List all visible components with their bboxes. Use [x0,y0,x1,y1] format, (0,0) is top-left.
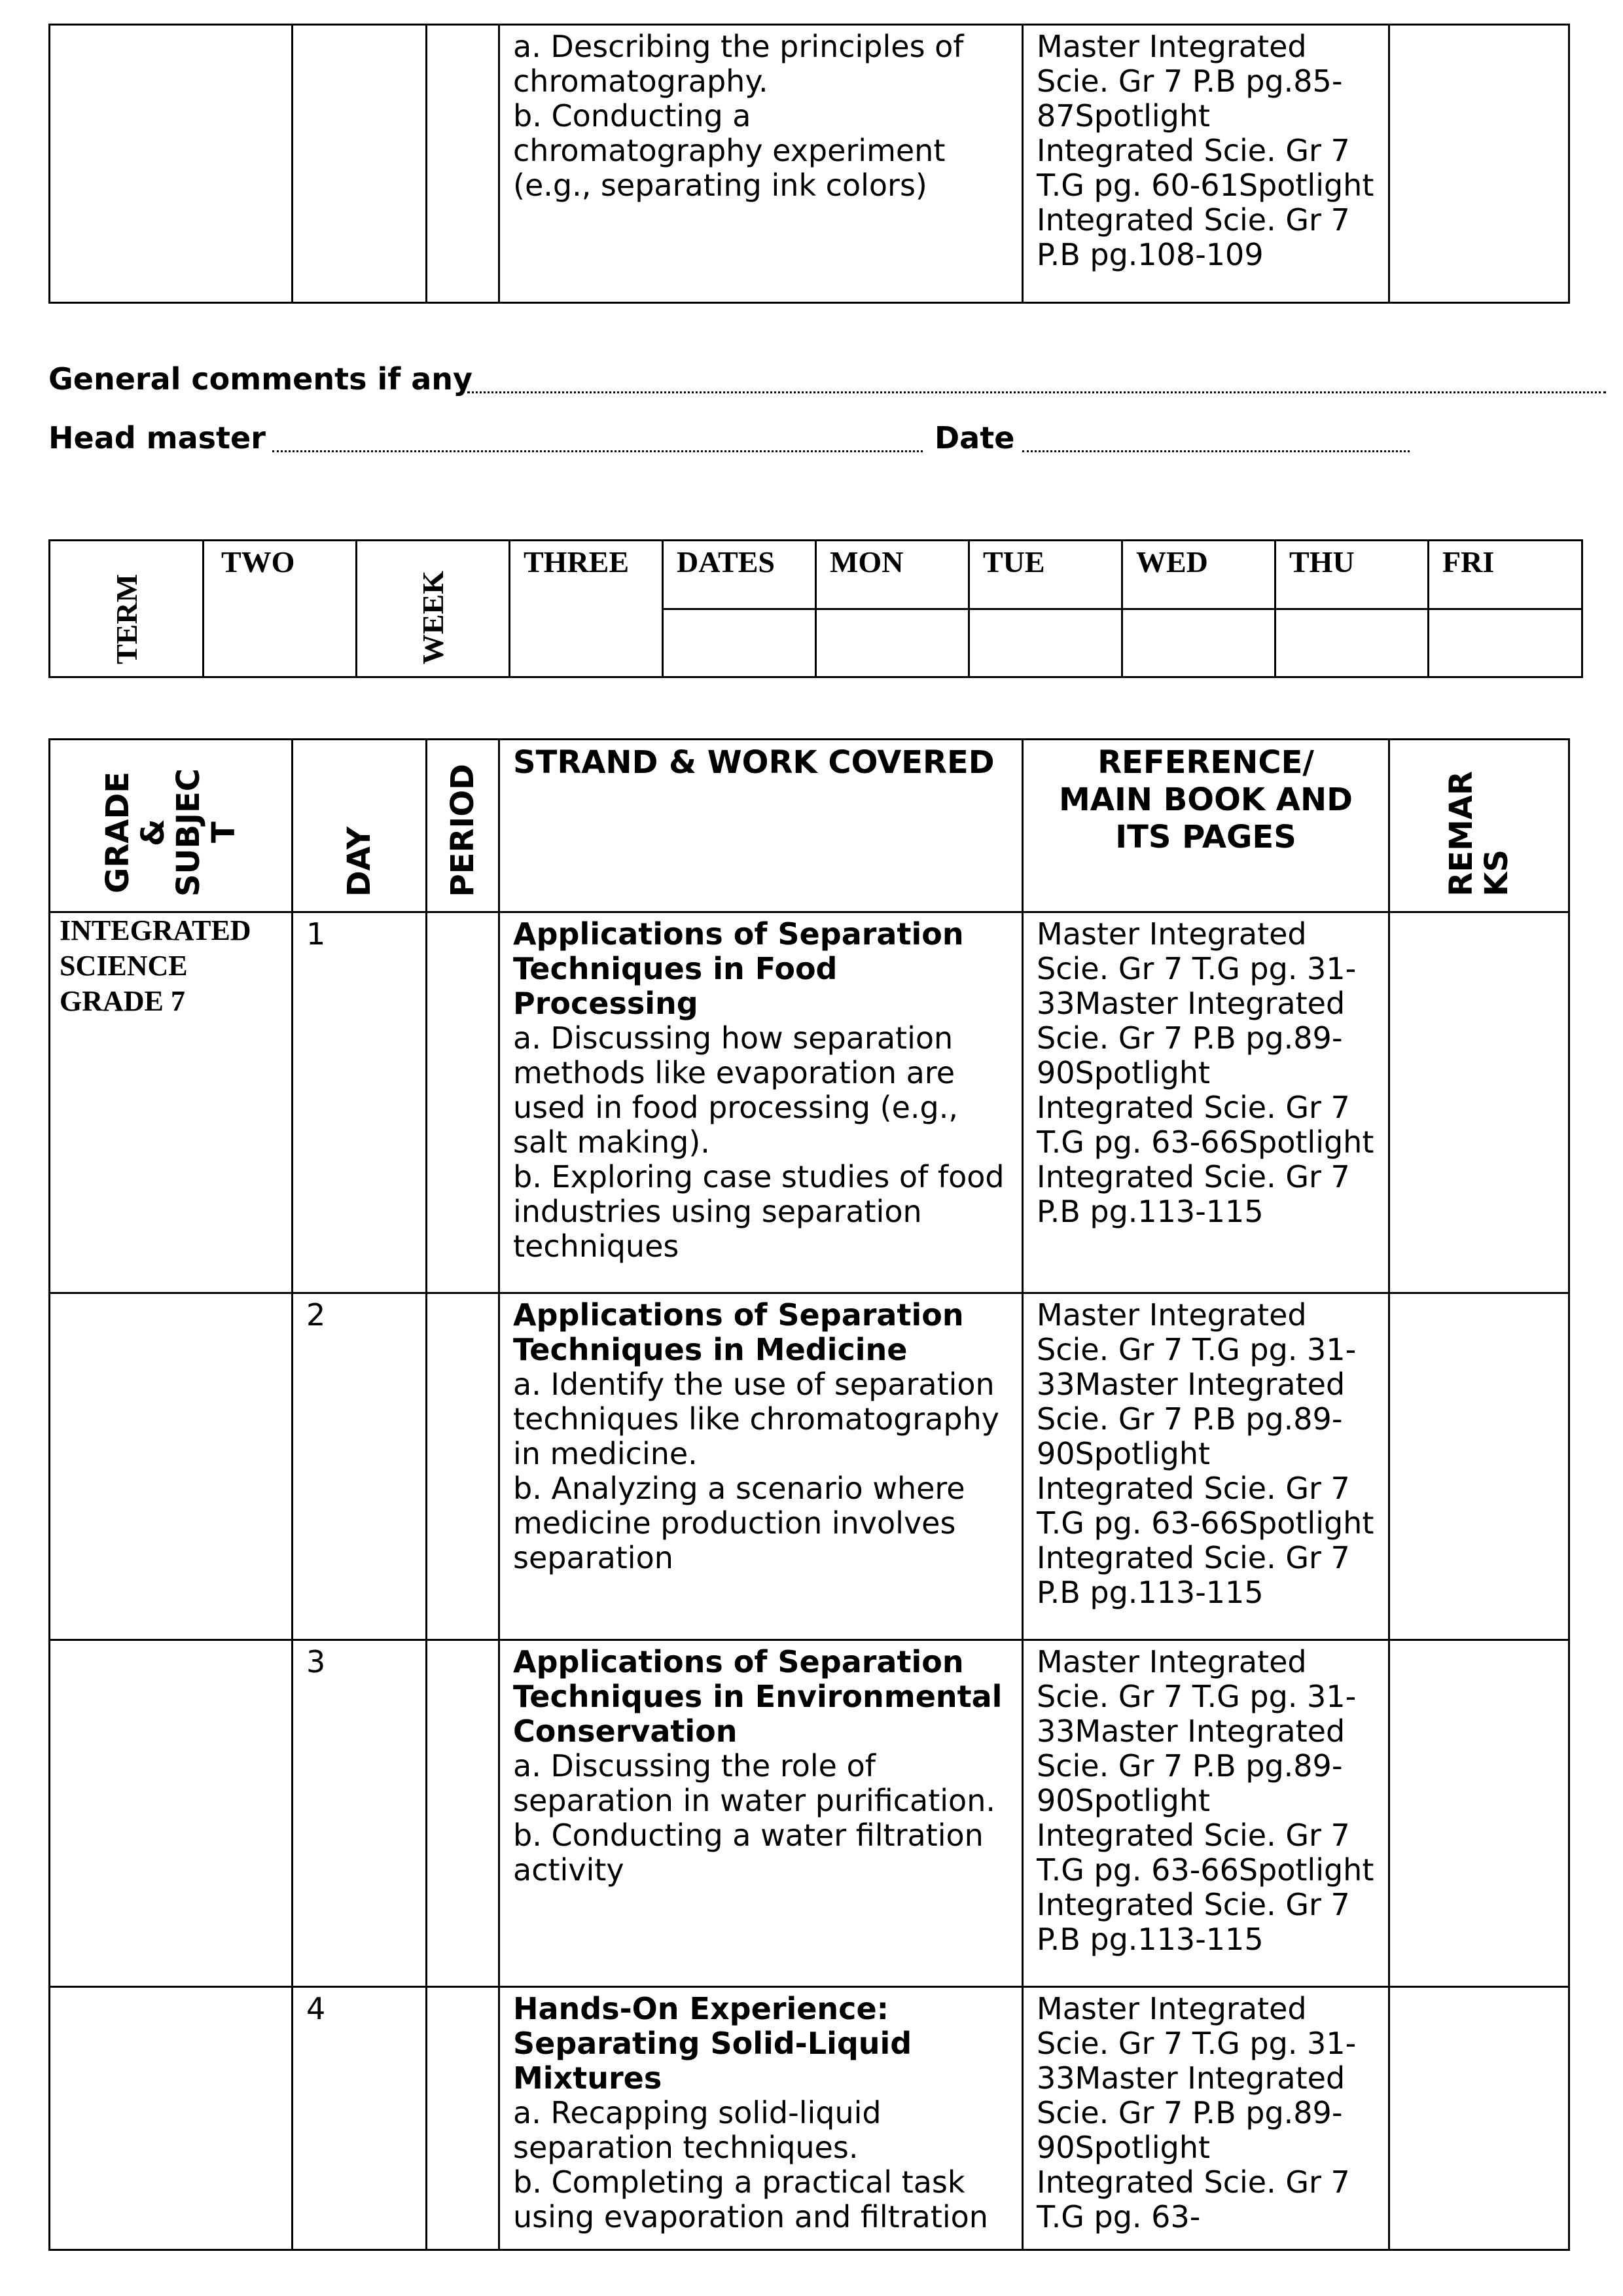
general-comments-line[interactable] [467,391,1606,393]
week-value-cell [510,541,663,677]
reference-cell [1023,1293,1389,1640]
grade-subject-cell [50,1987,293,2250]
strand-work: a. Discussing how separation methods like evaporation are used in food processing (e.g., salt making). b. Exploring case studies of food industries using separation techniques [513,1020,1005,1264]
work-text: a. Describing the principles of chromatography. b. Conducting a chromatography experiment (e.g., separating ink colors) [513,29,964,203]
mon-header-cell [816,541,969,609]
strand-cell [499,1293,1023,1640]
remarks-cell[interactable] [1389,1640,1569,1987]
reference-cell [1023,25,1389,303]
dates-header-cell [663,541,816,609]
remarks-cell[interactable] [1389,1987,1569,2250]
day-cell [293,25,427,303]
grade-subject-cell [50,912,293,1293]
day-number: 3 [306,1644,326,1679]
mon-date-cell[interactable] [816,609,969,677]
day-number: 4 [306,1991,326,2026]
dates-label: DATES [677,545,775,579]
table-row [50,1987,1569,2250]
term-week-table [48,539,1583,678]
table-row [50,912,1569,1293]
week-label-cell [357,541,510,677]
header-reference [1023,740,1389,912]
fri-date-cell[interactable] [1429,609,1582,677]
header-strand [499,740,1023,912]
strand-cell [499,1987,1023,2250]
header-grade-subject-text: GRADE & SUBJEC T [99,768,242,897]
strand-work: a. Recapping solid-liquid separation techniques. b. Completing a practical task using evaporation and filtration [513,2095,988,2234]
remarks-cell[interactable] [1389,1293,1569,1640]
day-number: 2 [306,1297,326,1333]
date-label: Date [935,420,1015,456]
strand-cell [499,912,1023,1293]
reference-text: Master Integrated Scie. Gr 7 T.G pg. 31-33Master Integrated Scie. Gr 7 P.B pg.89-90Spotlight Integrated Scie. Gr 7 T.G pg. 63-66Spotlight Integrated Scie. Gr 7 P.B pg.113-115 [1037,1297,1374,1610]
period-cell[interactable] [427,1640,499,1987]
day-cell [293,1640,427,1987]
strand-title: Hands-On Experience: Separating Solid-Liquid Mixtures [513,1991,912,2096]
tue-date-cell[interactable] [969,609,1122,677]
header-remarks-text: REMAR KS [1443,771,1515,897]
table-row [50,1293,1569,1640]
reference-cell [1023,912,1389,1293]
strand-title: Applications of Separation Techniques in Food Processing [513,916,964,1021]
headmaster-label: Head master [48,420,266,456]
table-row [50,1640,1569,1987]
tue-header-cell [969,541,1122,609]
day-number: 1 [306,916,326,952]
previous-table-continuation [48,24,1570,304]
strand-cell [499,1640,1023,1987]
header-day [293,740,427,912]
dates-value-cell[interactable] [663,609,816,677]
day-header-tue: TUE [983,545,1045,579]
remarks-cell[interactable] [1389,912,1569,1293]
term-label: TERM [109,574,143,664]
day-header-mon: MON [830,545,904,579]
day-cell [293,912,427,1293]
header-grade-subject [50,740,293,912]
term-label-cell [50,541,204,677]
week-label: WEEK [416,570,450,664]
day-header-fri: FRI [1442,545,1495,579]
strand-title: Applications of Separation Techniques in Medicine [513,1297,964,1367]
work-cell [499,25,1023,303]
reference-cell [1023,1987,1389,2250]
reference-text: Master Integrated Scie. Gr 7 T.G pg. 31-33Master Integrated Scie. Gr 7 P.B pg.89-90Spotlight Integrated Scie. Gr 7 T.G pg. 63-66Spotlight Integrated Scie. Gr 7 P.B pg.113-115 [1037,916,1374,1229]
strand-work: a. Identify the use of separation techniques like chromatography in medicine. b. Analyzing a scenario where medicine production involves separation [513,1367,999,1575]
wed-date-cell[interactable] [1122,609,1275,677]
fri-header-cell [1429,541,1582,609]
reference-text: Master Integrated Scie. Gr 7 T.G pg. 31-33Master Integrated Scie. Gr 7 P.B pg.89-90Spotlight Integrated Scie. Gr 7 T.G pg. 63-66Spotlight Integrated Scie. Gr 7 P.B pg.113-115 [1037,1644,1374,1957]
reference-text: Master Integrated Scie. Gr 7 T.G pg. 31-33Master Integrated Scie. Gr 7 P.B pg.89-90Spotlight Integrated Scie. Gr 7 T.G pg. 63- [1037,1991,1357,2234]
grade-subject-value: INTEGRATED SCIENCE GRADE 7 [60,914,251,1017]
term-value-cell [204,541,357,677]
headmaster-signature-line[interactable] [272,450,923,452]
date-line[interactable] [1022,450,1410,452]
term-value: TWO [221,545,295,579]
reference-text: Master Integrated Scie. Gr 7 P.B pg.85-87Spotlight Integrated Scie. Gr 7 T.G pg. 60-61Spotlight Integrated Scie. Gr 7 P.B pg.108-109 [1037,29,1374,272]
grade-cell [50,25,293,303]
grade-subject-cell [50,1640,293,1987]
grade-subject-cell [50,1293,293,1640]
day-header-thu: THU [1289,545,1355,579]
header-period [427,740,499,912]
day-cell [293,1293,427,1640]
period-cell[interactable] [427,912,499,1293]
strand-title: Applications of Separation Techniques in Environmental Conservation [513,1644,1003,1749]
reference-cell [1023,1640,1389,1987]
week-value: THREE [524,545,630,579]
header-day-text: DAY [341,826,378,897]
period-cell[interactable] [427,1987,499,2250]
period-cell[interactable] [427,1293,499,1640]
scheme-of-work-table [48,738,1570,2251]
header-period-text: PERIOD [444,763,481,897]
strand-work: a. Discussing the role of separation in water purification. b. Conducting a water filtration activity [513,1748,995,1888]
thu-date-cell[interactable] [1275,609,1429,677]
general-comments-label: General comments if any [48,361,473,397]
day-cell [293,1987,427,2250]
header-remarks [1389,740,1569,912]
period-cell [427,25,499,303]
header-reference-text: REFERENCE/ MAIN BOOK AND ITS PAGES [1059,744,1353,855]
thu-header-cell [1275,541,1429,609]
header-strand-text: STRAND & WORK COVERED [513,744,995,781]
wed-header-cell [1122,541,1275,609]
day-header-wed: WED [1136,545,1208,579]
remarks-cell [1389,25,1569,303]
